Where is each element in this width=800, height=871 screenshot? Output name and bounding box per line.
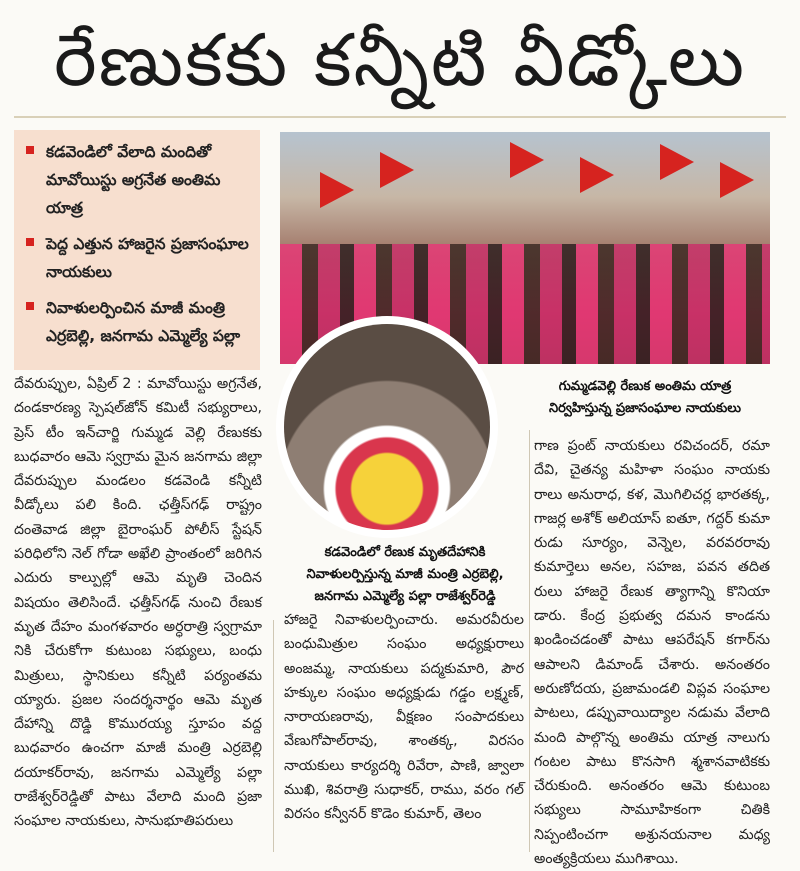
article-text: గాణ ప్రంట్ నాయకులు రవిచందర్, రమా దేవి, చైతన్య మహిళా సంఘం నాయకు రాలు అనురాధ, కళ, మొగిలిచర్ల భారతక్క, గాజర్ల అశోక్ అలియాస్ ఐతూ, గద్దర్ కుమా రుడు సూర్యం, వెన్నెల, వరవరరావు కుమార్తెలు అనల, సహజ, పవన తదిత రులు హాజరై రేణుక త్యాగాన్ని కొనియా డారు. కేంద్ర ప్రభుత్వ దమన కాండను ఖండించడంతో పాటు ఆపరేషన్ కగార్‌ను ఆపాలని డిమాండ్ చేశారు. అనంతరం అరుణోదయ, ప్రజామండలి విప్లవ సంఘాల పాటలు, డప్పువాయిద్యాల నడుమ వేలాది మంది పాల్గొన్న అంతిమ యాత్ర నాలుగు గంటల పాటు కొనసాగి శ్మశానవాటికకు చేరుకుంది. అనంతరం ఆమె కుటుంబ సభ్యులు సామూహికంగా చితికి నిప్పంటించగా అశ్రునయనాల మధ్య అంత్యక్రియలు ముగిశాయి.	[534, 438, 770, 868]
red-flag-icon	[320, 172, 354, 208]
tribute-circle-photo	[276, 316, 498, 538]
red-flag-icon	[380, 152, 414, 188]
red-flag-icon	[660, 144, 694, 180]
article-column-2	[284, 608, 524, 827]
article-text: హాజరై నివాళులర్పించారు. అమరవీరుల బంధుమిత్రుల సంఘం అధ్యక్షురాలు అంజమ్మ, నాయకులు పద్మకుమారి, పౌర హక్కుల సంఘం అధ్యక్షుడు గడ్డం లక్ష్మణ్, నారాయణరావు, వీక్షణం సంపాదకులు వేణుగోపాల్‌రావు, శాంతక్క, విరసం నాయకులు కార్యదర్శి రివేరా, పాణి, జ్వాలా ముఖి, శివరాత్రి సుధాకర్, రాము, వరం గల్ విరసం కన్వీనర్ కొడెం కుమార్, తెలం	[284, 612, 524, 823]
caption-line: కడవెండిలో రేణుక మృతదేహానికి	[324, 545, 486, 560]
highlights-box	[14, 130, 260, 370]
caption-line: నిర్వహిస్తున్న ప్రజాసంఘాల నాయకులు	[548, 401, 741, 416]
red-flag-icon	[720, 162, 754, 198]
highlight-item	[26, 294, 250, 350]
red-flag-icon	[580, 157, 614, 193]
caption-line: నివాళులర్పిస్తున్న మాజీ మంత్రి ఎర్రబెల్లి,	[306, 567, 504, 582]
bullet-square-icon	[26, 238, 34, 246]
highlight-text: పెద్ద ఎత్తున హాజరైన ప్రజాసంఘాల నాయకులు	[46, 235, 249, 281]
highlight-item	[26, 138, 250, 222]
article-column-1	[14, 372, 262, 834]
bullet-square-icon	[26, 302, 34, 310]
headline-rule	[14, 116, 786, 118]
column-divider	[273, 620, 274, 852]
article-column-3	[534, 434, 770, 871]
bullet-square-icon	[26, 146, 34, 154]
circle-photo-caption	[280, 542, 530, 608]
main-photo-caption	[510, 376, 780, 420]
column-divider	[529, 430, 530, 852]
headline: రేణుకకు కన్నీటి వీడ్కోలు	[54, 18, 746, 102]
highlight-text: కడవెండిలో వేలాది మందితో మావోయిస్టు అగ్రనేత అంతిమ యాత్ర	[46, 143, 221, 217]
caption-line: గుమ్మడవెల్లి రేణుక అంతిమ యాత్ర	[558, 379, 732, 394]
caption-line: జనగామ ఎమ్మెల్యే పల్లా రాజేశ్వర్‌రెడ్డి	[314, 589, 496, 604]
highlight-text: నివాళులర్పించిన మాజీ మంత్రి ఎర్రబెల్లి, జనగామ ఎమ్మెల్యే పల్లా	[46, 299, 241, 345]
highlight-item	[26, 230, 250, 286]
article-text: దేవరుప్పుల, ఏప్రిల్ 2 : మావోయిస్టు అగ్రనేత, దండకారణ్య స్పెషల్‌జోన్ కమిటీ సభ్యురాలు, ప్రెస్ టీం ఇన్‌చార్జి గుమ్మడ వెల్లి రేణుకకు బుధవారం ఆమె స్వగ్రామ మైన జనగామ జిల్లా దేవరుప్పుల మండలం కడవెండి కన్నీటి వీడ్కోలు పలి కింది. ఛత్తీస్‌గఢ్ రాష్ట్రం దంతెవాడ జిల్లా బైరాంఘర్ పోలీస్ స్టేషన్ పరిధిలోని నెల్ గోడా అఖేలి ప్రాంతంలో జరిగిన ఎదురు కాల్పుల్లో ఆమె మృతి చెందిన విషయం తెలిసిందే. ఛత్తీస్‌గఢ్ నుంచి రేణుక మృత దేహం మంగళవారం అర్ధరాత్రి స్వగ్రామా నికి చేరుకోగా కుటుంబ సభ్యులు, బంధు మిత్రులు, స్థానికులు కన్నీటి పర్యంతమ య్యారు. ప్రజల సందర్శనార్థం ఆమె మృత దేహాన్ని దొడ్డి కొమురయ్య స్తూపం వద్ద బుధవారం ఉంచగా మాజీ మంత్రి ఎర్రబెల్లి దయాకర్‌రావు, జనగామ ఎమ్మెల్యే పల్లా రాజేశ్వర్‌రెడ్డితో పాటు వేలాది మంది ప్రజా సంఘాల నాయకులు, సానుభూతిపరులు	[14, 376, 262, 830]
tribute-photo-content	[284, 324, 490, 530]
red-flag-icon	[510, 142, 544, 178]
